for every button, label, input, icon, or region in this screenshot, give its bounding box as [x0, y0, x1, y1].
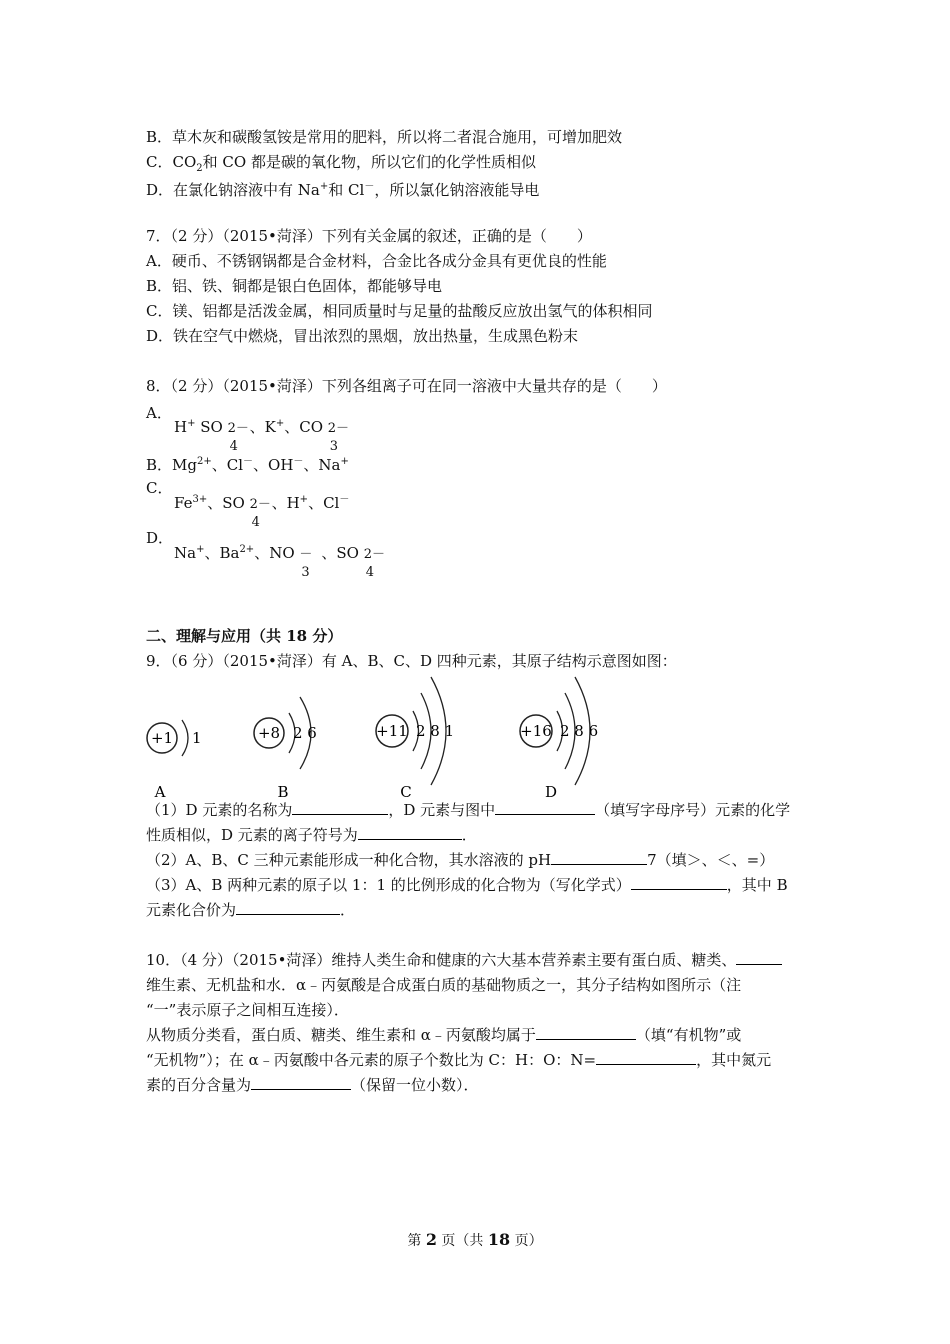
atom-b-shells: 2 6	[293, 724, 317, 742]
answer-blank[interactable]	[358, 825, 462, 840]
q9-part1-line2: 性质相似，D 元素的离子符号为 ．	[146, 826, 477, 844]
q10-line2: 维生素、无机盐和水．α﹣丙氨酸是合成蛋白质的基础物质之一，其分子结构如图所示（注	[146, 976, 742, 994]
q10-line1: 10．（4 分）（2015•菏泽）维持人类生命和健康的六大基本营养素主要有蛋白质、糖类、	[146, 950, 782, 970]
atom-d-label: D	[544, 783, 558, 801]
q10-line5: “无机物”）；在 α﹣丙氨酸中各元素的原子个数比为 C：H：O：N= ，其中氮元	[146, 1051, 772, 1069]
q9-part3-line2: 元素化合价为 ．	[146, 901, 356, 919]
q6-option-d: D．在氯化钠溶液中有 Na+和 Cl－，所以氯化钠溶液能导电	[146, 181, 540, 199]
atom-a-label: A	[154, 783, 166, 801]
atom-a-nucleus: +1	[150, 729, 174, 747]
q8-option-c: $Fe^{3+}$、SO 2－ 4 、H+、Cl－	[174, 494, 350, 530]
answer-blank[interactable]	[736, 950, 782, 965]
q7-option-b: B．铝、铁、铜都是银白色固体，都能够导电	[146, 277, 443, 295]
q10-line4: 从物质分类看，蛋白质、糖类、维生素和 α﹣丙氨酸均属于 （填“有机物”或	[146, 1026, 742, 1044]
atom-b-label: B	[277, 783, 289, 801]
atomic-structure-diagrams	[138, 675, 638, 805]
q9-part3-line1: （3）A、B 两种元素的原子以 1：1 的比例形成的化合物为（写化学式） ，其中 B	[146, 876, 788, 894]
answer-blank[interactable]	[536, 1025, 636, 1040]
page-number: 2	[425, 1230, 437, 1249]
q8-option-d-label: D．	[146, 529, 174, 547]
q6-option-b: B．草木灰和碳酸氢铵是常用的肥料，所以将二者混合施用，可增加肥效	[146, 128, 623, 146]
answer-blank[interactable]	[251, 1075, 351, 1090]
atom-a	[147, 720, 202, 801]
q7-option-a: A．硬币、不锈钢锅都是合金材料，合金比各成分金具有更优良的性能	[146, 252, 607, 270]
q7-option-c: C．镁、铝都是活泼金属，相同质量时与足量的盐酸反应放出氢气的体积相同	[146, 302, 653, 320]
q7-option-d: D．铁在空气中燃烧，冒出浓烈的黑烟，放出热量，生成黑色粉末	[146, 327, 579, 345]
q8-option-c-label: C．	[146, 479, 173, 497]
q9-stem: 9．（6 分）（2015•菏泽）有 A、B、C、D 四种元素，其原子结构示意图如图：	[146, 652, 677, 670]
atom-c-shells: 2 8 1	[416, 722, 455, 740]
q9-part1-line1: （1）D 元素的名称为 ，D 元素与图中 （填写字母序号）元素的化学	[146, 801, 791, 819]
atom-b	[254, 697, 317, 801]
page-total: 18	[487, 1230, 511, 1249]
answer-blank[interactable]	[596, 1050, 696, 1065]
q10-line6: 素的百分含量为 （保留一位小数）．	[146, 1076, 479, 1094]
q8-option-d: Na+、$Ba^{2+}$、NO － 3 、SO 2－ 4	[174, 544, 386, 580]
q8-stem: 8．（2 分）（2015•菏泽）下列各组离子可在同一溶液中大量共存的是（ ）	[146, 377, 667, 395]
atom-b-nucleus: +8	[257, 724, 281, 742]
answer-blank[interactable]	[292, 800, 388, 815]
answer-blank[interactable]	[551, 850, 647, 865]
atom-c-nucleus: +11	[376, 722, 408, 740]
q8-option-b: B．$Mg^{2+}$、Cl－、OH－、Na+	[146, 456, 349, 474]
atom-a-shells: 1	[192, 729, 202, 747]
atom-d-nucleus: +16	[520, 722, 552, 740]
q7-stem: 7．（2 分）（2015•菏泽）下列有关金属的叙述，正确的是（ ）	[146, 227, 592, 245]
atom-c	[376, 677, 454, 801]
q8-option-a: H+ SO 2－ 4 、K+、CO 2－ 3	[174, 418, 350, 454]
q9-part2: （2）A、B、C 三种元素能形成一种化合物，其水溶液的 pH 7（填＞、＜、=）	[146, 851, 775, 869]
section-heading: 二、理解与应用（共 18 分）	[146, 627, 343, 645]
page-footer: 第 2 页（共 18 页）	[407, 1230, 543, 1249]
atom-d-shells: 2 8 6	[560, 722, 599, 740]
q6-option-c: C．$CO_2$和 CO 都是碳的氧化物，所以它们的化学性质相似	[146, 153, 536, 174]
answer-blank[interactable]	[631, 875, 727, 890]
atom-c-label: C	[400, 783, 412, 801]
answer-blank[interactable]	[495, 800, 595, 815]
q10-line3: “一”表示原子之间相互连接）．	[146, 1001, 349, 1019]
q8-option-a-label: A．	[146, 404, 172, 422]
atom-d	[520, 677, 598, 801]
answer-blank[interactable]	[236, 900, 340, 915]
